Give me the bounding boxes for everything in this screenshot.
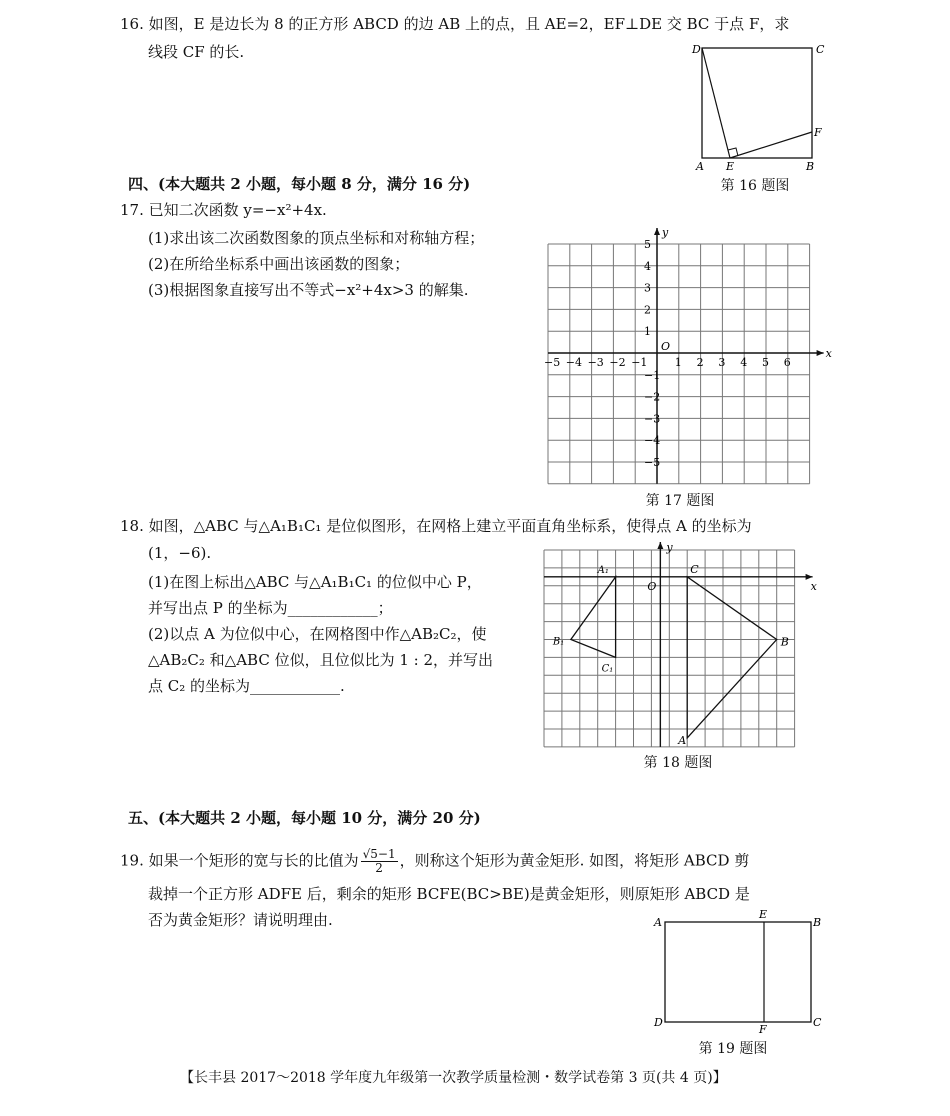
q17-coordinate-grid	[540, 222, 830, 490]
q18-part2c: 点 C₂ 的坐标为____________.	[148, 677, 345, 695]
label-a: A	[678, 733, 687, 747]
y-tick-label: 4	[644, 259, 651, 273]
origin-label: O	[647, 579, 657, 593]
q16-caption: 第 16 题图	[720, 178, 790, 194]
x-tick-label: 4	[740, 356, 748, 369]
square-abcd	[702, 48, 812, 158]
x-tick-label: 6	[783, 356, 791, 369]
triangle-a1b1c1	[571, 577, 616, 658]
q17-part3: (3)根据图象直接写出不等式−x²+4x>3 的解集.	[148, 281, 469, 299]
y-tick-label: −3	[644, 412, 661, 426]
q19-line1-end: ，则称这个矩形为黄金矩形. 如图，将矩形 ABCD 剪	[399, 851, 750, 870]
q17-caption: 第 17 题图	[645, 493, 715, 509]
q19-caption: 第 19 题图	[698, 1041, 768, 1057]
q16-line2: 线段 CF 的长.	[148, 43, 245, 61]
label-d: D	[654, 1016, 663, 1029]
segment-de	[702, 48, 730, 158]
q16-line1: 16. 如图，E 是边长为 8 的正方形 ABCD 的边 AB 上的点，且 AE=2，EF⊥DE 交 BC 于点 F，求	[120, 15, 790, 33]
label-c: C	[813, 1016, 822, 1029]
x-tick-label: −3	[587, 356, 604, 369]
label-c: C	[816, 43, 825, 56]
y-axis-arrow	[657, 542, 663, 549]
label-c1: C₁	[601, 663, 614, 675]
label-b: B	[806, 160, 815, 173]
q17-part2: (2)在所给坐标系中画出该函数的图象；	[148, 255, 410, 273]
x-tick-label: 3	[718, 356, 726, 369]
golden-fraction	[361, 848, 398, 875]
y-tick-label: 2	[644, 303, 651, 317]
x-tick-label: 1	[674, 356, 682, 369]
q18-grid-figure	[540, 540, 830, 750]
q18-part1b: 并写出点 P 的坐标为____________；	[148, 599, 393, 617]
q18-part2a: (2)以点 A 为位似中心，在网格图中作△AB₂C₂，使	[148, 625, 487, 643]
q19-figure	[650, 908, 830, 1036]
y-tick-label: −4	[644, 434, 661, 448]
x-tick-label: −1	[631, 356, 648, 369]
x-axis-arrow	[817, 350, 824, 356]
fraction-numerator: √5−1	[362, 847, 396, 861]
x-axis-label: x	[825, 347, 832, 360]
q18-part1a: (1)在图上标出△ABC 与△A₁B₁C₁ 的位似中心 P，	[148, 573, 482, 591]
y-axis-arrow	[654, 228, 660, 235]
label-e: E	[759, 908, 768, 921]
page-footer: 【长丰县 2017～2018 学年度九年级第一次教学质量检测・数学试卷第 3 页(共 4 页)】	[180, 1070, 727, 1086]
y-tick-label: 5	[644, 238, 651, 251]
y-tick-label: 3	[644, 281, 651, 295]
label-f: F	[759, 1023, 767, 1036]
q17-intro: 17. 已知二次函数 y=−x²+4x.	[120, 201, 327, 219]
y-tick-label: −5	[644, 456, 661, 469]
label-e: E	[726, 160, 735, 173]
y-tick-label: 1	[644, 325, 651, 339]
label-a: A	[654, 916, 662, 929]
x-tick-label: −5	[544, 356, 561, 369]
q19-line3: 否为黄金矩形？请说明理由.	[148, 911, 333, 929]
y-tick-label: −2	[644, 390, 661, 404]
label-a: A	[696, 160, 704, 173]
label-b1: B₁	[552, 636, 565, 648]
q18-line1: 18. 如图，△ABC 与△A₁B₁C₁ 是位似图形，在网格上建立平面直角坐标系，使得点 A 的坐标为	[120, 517, 752, 535]
q16-figure	[690, 40, 830, 175]
label-c: C	[690, 562, 699, 576]
section-5-heading: 五、(本大题共 2 小题，每小题 10 分，满分 20 分)	[128, 809, 481, 827]
q18-caption: 第 18 题图	[643, 755, 713, 771]
y-axis-label: y	[666, 541, 673, 554]
q17-part1: (1)求出该二次函数图象的顶点坐标和对称轴方程；	[148, 229, 485, 247]
label-a1: A₁	[597, 564, 609, 576]
q19-line2: 裁掉一个正方形 ADFE 后，剩余的矩形 BCFE(BC>BE)是黄金矩形，则原矩形 ABCD 是	[148, 885, 750, 903]
x-tick-label: 5	[762, 356, 769, 369]
x-tick-label: −2	[609, 356, 626, 369]
section-4-heading: 四、(本大题共 2 小题，每小题 8 分，满分 16 分)	[128, 175, 471, 193]
fraction-denominator: 2	[375, 861, 383, 875]
label-b: B	[780, 635, 789, 649]
q19-line1	[120, 848, 749, 875]
origin-label: O	[661, 340, 671, 353]
q18-line2: (1，−6).	[148, 544, 212, 562]
x-tick-label: 2	[696, 356, 704, 369]
q18-part2b: △AB₂C₂ 和△ABC 位似，且位似比为 1 : 2，并写出	[148, 651, 494, 669]
rectangle-abcd	[665, 922, 811, 1022]
x-axis-label: x	[810, 579, 817, 593]
q19-line1-start: 19. 如果一个矩形的宽与长的比值为	[120, 851, 359, 870]
y-axis-label: y	[662, 226, 669, 239]
label-f: F	[814, 126, 822, 139]
label-b: B	[813, 916, 822, 929]
label-d: D	[692, 43, 701, 56]
segment-ef	[730, 132, 812, 158]
x-tick-label: −4	[565, 356, 583, 369]
y-tick-label: −1	[644, 368, 661, 382]
